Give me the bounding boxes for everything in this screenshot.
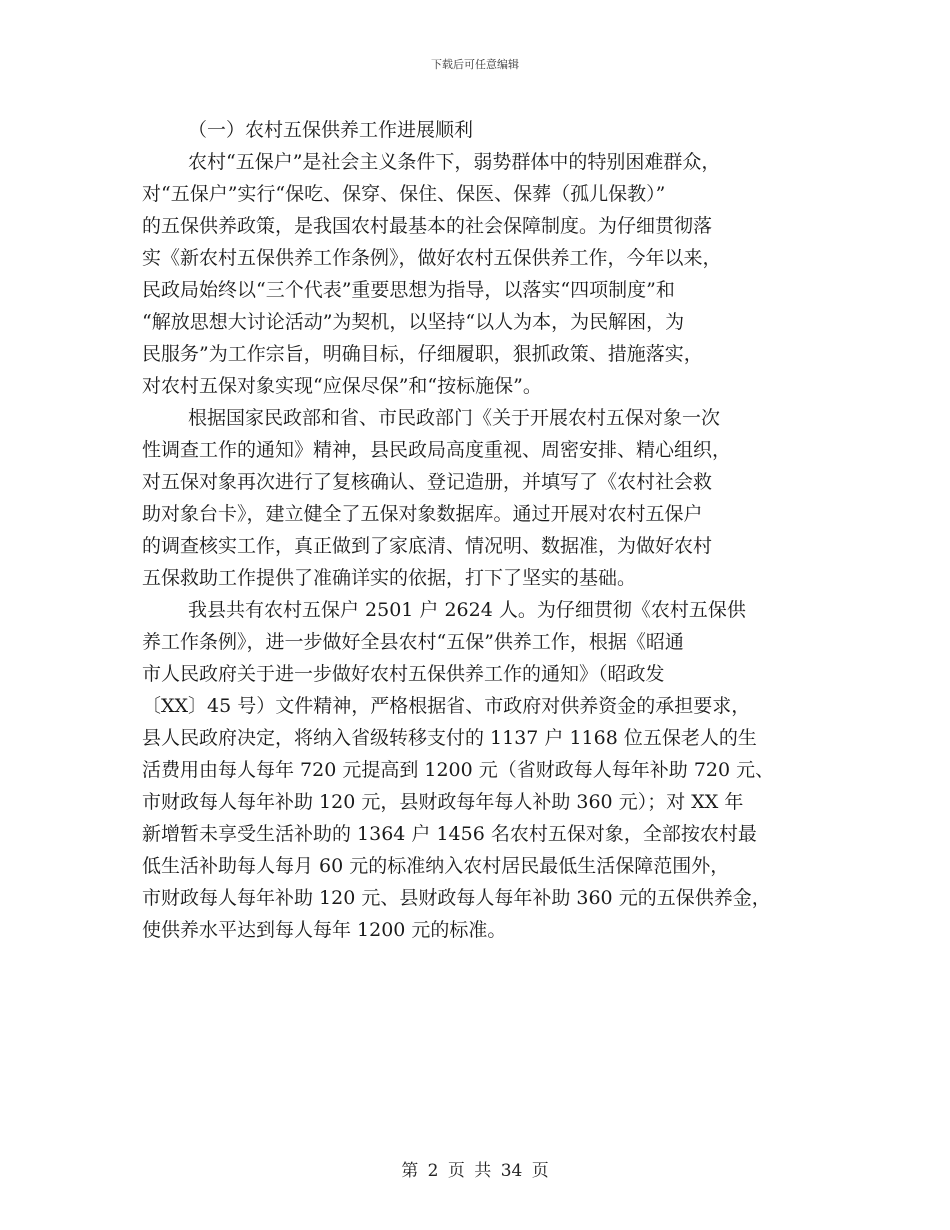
paragraph-line: 市财政每人每年补助 120 元，县财政每年每人补助 360 元）；对 XX 年 (142, 791, 744, 813)
paragraph-line: 低生活补助每人每月 60 元的标准纳入农村居民最低生活保障范围外， (142, 855, 730, 877)
paragraph (142, 594, 842, 946)
document-body (142, 114, 842, 946)
paragraph-line: 养工作条例》，进一步做好全县农村“五保”供养工作，根据《昭通 (142, 631, 684, 653)
paragraph-line: 市人民政府关于进一步做好农村五保供养工作的通知》（昭政发 (142, 663, 665, 685)
paragraph-line: 对农村五保对象实现“应保尽保”和“按标施保”。 (142, 375, 542, 397)
paragraph-line: 五保救助工作提供了准确详实的依据，打下了坚实的基础。 (142, 567, 637, 589)
paragraph-line: 民服务”为工作宗旨，明确目标，仔细履职，狠抓政策、措施落实， (142, 343, 703, 365)
paragraph-line: 使供养水平达到每人每年 1200 元的标准。 (142, 919, 507, 941)
paragraph-line: 性调查工作的通知》精神，县民政局高度重视、周密安排、精心组织， (142, 439, 732, 461)
paragraph-line: 的五保供养政策，是我国农村最基本的社会保障制度。为仔细贯彻落 (142, 215, 713, 237)
section-heading: （一）农村五保供养工作进展顺利 (188, 119, 474, 141)
paragraph-line: 根据国家民政部和省、市民政部门《关于开展农村五保对象一次 (188, 407, 721, 429)
paragraph-line: 县人民政府决定，将纳入省级转移支付的 1137 户 1168 位五保老人的生 (142, 727, 757, 749)
paragraph (142, 402, 842, 594)
paragraph-line: 助对象台卡》，建立健全了五保对象数据库。通过开展对农村五保户 (142, 503, 703, 525)
paragraphs (142, 146, 842, 946)
paragraph-line: 我县共有农村五保户 2501 户 2624 人。为仔细贯彻《农村五保供 (188, 599, 746, 621)
page-number: 第 2 页 共 34 页 (401, 1161, 549, 1181)
paragraph-line: 市财政每人每年补助 120 元、县财政每人每年补助 360 元的五保供养金， (142, 887, 771, 909)
paragraph-line: 对五保对象再次进行了复核确认、登记造册，并填写了《农村社会救 (142, 471, 713, 493)
paragraph-line: “解放思想大讨论活动”为契机，以坚持“以人为本，为民解困，为 (142, 311, 685, 333)
paragraph-line: 实《新农村五保供养工作条例》，做好农村五保供养工作，今年以来， (142, 247, 722, 269)
paragraph-line: 农村“五保户”是社会主义条件下，弱势群体中的特别困难群众， (188, 151, 721, 173)
paragraph-line: 〔XX〕45 号）文件精神，严格根据省、市政府对供养资金的承担要求， (142, 695, 751, 717)
paragraph (142, 146, 842, 402)
paragraph-line: 的调查核实工作，真正做到了家底清、情况明、数据准，为做好农村 (142, 535, 713, 557)
paragraph-line: 活费用由每人每年 720 元提高到 1200 元（省财政每人每年补助 720 元、 (142, 759, 775, 781)
paragraph-line: 对“五保户”实行“保吃、保穿、保住、保医、保葬（孤儿保教）” (142, 183, 666, 205)
page-header: 下载后可任意编辑 (431, 58, 519, 71)
paragraph-line: 新增暂未享受生活补助的 1364 户 1456 名农村五保对象，全部按农村最 (142, 823, 757, 845)
paragraph-line: 民政局始终以“三个代表”重要思想为指导，以落实“四项制度”和 (142, 279, 675, 301)
